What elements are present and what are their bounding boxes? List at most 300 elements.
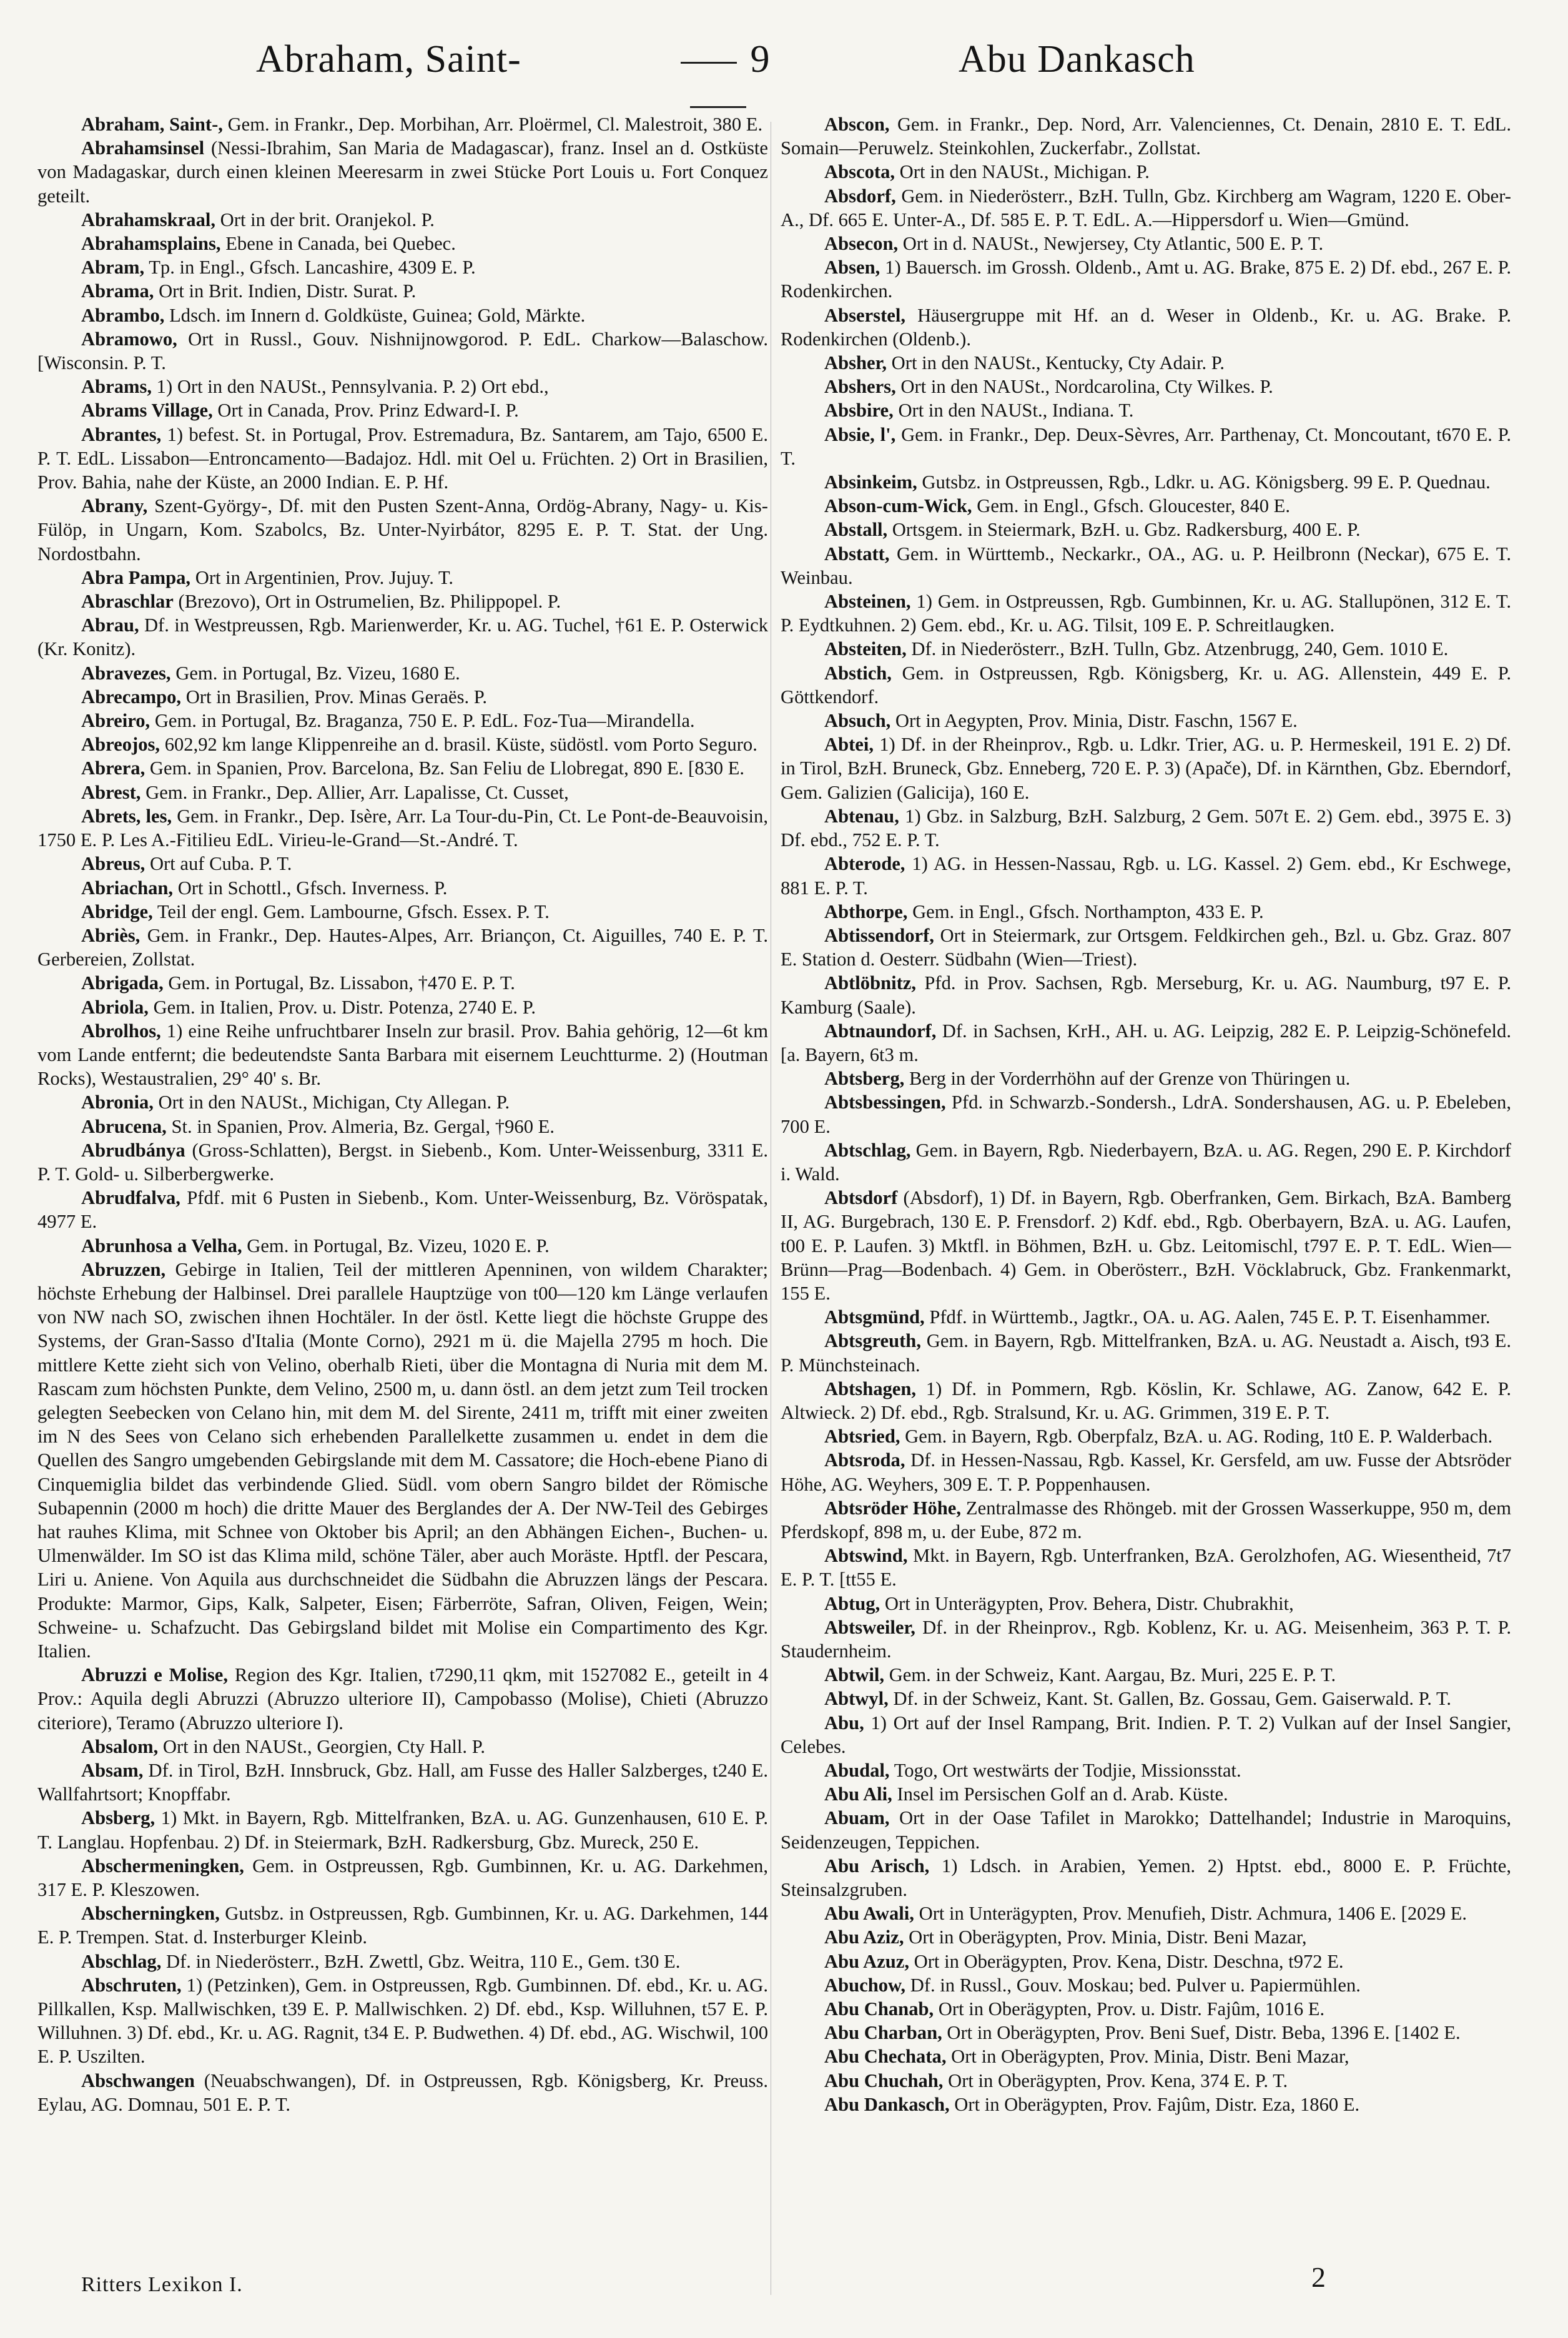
entry-headword: Abudal, — [824, 1760, 890, 1782]
dictionary-entry — [37, 1663, 768, 1735]
entry-text: Insel im Persischen Golf an d. Arab. Küste. — [892, 1783, 1228, 1805]
dictionary-entry — [37, 375, 768, 398]
dictionary-entry — [781, 1186, 1511, 1305]
entry-text: Gem. in Niederösterr., BzH. Tulln, Gbz. Kirchberg am Wagram, 1220 E. Ober-A., Df. 665 E. Unter-A., Df. 585 E. P. T. EdL. A.—Hippersdorf u. Wien—Gmünd. — [781, 185, 1511, 230]
entry-text: Gem. in Spanien, Prov. Barcelona, Bz. San Feliu de Llobregat, 890 E. [830 E. — [145, 757, 745, 779]
entry-text: 1) eine Reihe unfruchtbarer Inseln zur brasil. Prov. Bahia gehörig, 12—6t km vom Lande entfernt; die bedeutendste Santa Barbara mit eisernem Leuchtturme. 2) (Houtman Rocks), Westaustralien, 29° 40' s. Br. — [37, 1020, 768, 1090]
left-column — [37, 112, 768, 2311]
dictionary-entry — [781, 709, 1511, 732]
dictionary-entry — [37, 732, 768, 756]
dictionary-entry — [37, 900, 768, 924]
dictionary-entry — [37, 876, 768, 900]
entry-text: Ort in d. NAUSt., Newjersey, Cty Atlantic, 500 E. P. T. — [898, 233, 1324, 255]
entry-text: Gem. in Portugal, Bz. Braganza, 750 E. P. EdL. Foz-Tua—Mirandella. — [150, 710, 695, 732]
entry-headword: Abserstel, — [824, 304, 905, 326]
entry-text: Gem. in der Schweiz, Kant. Aargau, Bz. Muri, 225 E. P. T. — [884, 1664, 1336, 1686]
entry-headword: Abtswind, — [824, 1545, 908, 1567]
entry-text: Gem. in Ostpreussen, Rgb. Gumbinnen, Kr. u. AG. Darkehmen, 317 E. P. Kleszowen. — [37, 1855, 768, 1901]
entry-headword: Abronia, — [81, 1092, 154, 1113]
dictionary-entry — [37, 494, 768, 566]
footer-sheet-number: 2 — [1311, 2261, 1326, 2293]
entry-text: Ort in den NAUSt., Michigan. P. — [895, 161, 1150, 183]
dictionary-entry — [781, 2093, 1511, 2116]
dictionary-entry — [781, 1067, 1511, 1090]
dictionary-entry — [37, 136, 768, 208]
entry-headword: Abtwil, — [824, 1664, 885, 1686]
dictionary-entry — [37, 613, 768, 661]
dictionary-entry — [781, 900, 1511, 924]
entry-headword: Abrest, — [81, 781, 141, 803]
entry-text: Gutsbz. in Ostpreussen, Rgb., Ldkr. u. AG. Königsberg. 99 E. P. Quednau. — [917, 471, 1491, 493]
running-head-right: Abu Dankasch — [959, 38, 1195, 81]
entry-headword: Abscota, — [824, 161, 895, 183]
entry-text: Togo, Ort westwärts der Todjie, Missionsstat. — [889, 1760, 1241, 1782]
dictionary-entry — [781, 1329, 1511, 1376]
running-head-left: Abraham, Saint- — [256, 38, 521, 81]
entry-text: Teil der engl. Gem. Lambourne, Gfsch. Essex. P. T. — [152, 900, 550, 922]
entry-headword: Absteiten, — [824, 638, 907, 660]
entry-headword: Abtsröder Höhe, — [824, 1497, 961, 1519]
dictionary-entry — [37, 1138, 768, 1186]
entry-headword: Abu Arisch, — [824, 1855, 930, 1877]
entry-text: Df. in Sachsen, KrH., AH. u. AG. Leipzig, 282 E. P. Leipzig-Schönefeld. [a. Bayern, 6t3 m. — [781, 1020, 1511, 1065]
entry-text: Gem. in Bayern, Rgb. Niederbayern, BzA. u. AG. Regen, 290 E. P. Kirchdorf i. Wald. — [781, 1139, 1511, 1185]
entry-text: Ort in Oberägypten, Prov. Kena, Distr. Deschna, t972 E. — [909, 1950, 1344, 1972]
entry-text: Ort in Oberägypten, Prov. Minia, Distr. Beni Mazar, — [946, 2046, 1349, 2068]
entry-headword: Abrigada, — [81, 972, 164, 994]
entry-text: Ort in der brit. Oranjekol. P. — [215, 209, 435, 230]
dictionary-entry — [781, 804, 1511, 852]
entry-headword: Abram, — [81, 257, 145, 279]
entry-headword: Abrams Village, — [81, 400, 213, 422]
dictionary-entry — [37, 112, 768, 136]
entry-headword: Abscon, — [824, 114, 890, 135]
entry-text: Szent-György-, Df. mit den Pusten Szent-Anna, Ordög-Abrany, Nagy- u. Kis-Fülöp, in Ungarn, Kom. Szabolcs, Bz. Unter-Nyirbátor, 8295 E. P. T. Stat. der Ung. Nordostbahn. — [37, 495, 768, 565]
entry-headword: Abu Aziz, — [824, 1926, 904, 1948]
entry-text: (Absdorf), 1) Df. in Bayern, Rgb. Oberfranken, Gem. Birkach, BzA. Bamberg II, AG. Burgebrach, 130 E. P. Frensdorf. 2) Kdf. ebd., Rgb. Oberbayern, BzA. u. AG. Laufen, t00 E. P. Laufen. 3) Mktfl. in Böhmen, BzH. u. Gbz. Leitomischl, t797 E. P. T. EdL. Wien—Brünn—Prag—Bodenbach. 4) Gem. in Oberösterr., BzH. Vöcklabruck, Gbz. Frankenmarkt, 155 E. — [781, 1187, 1511, 1304]
entry-text: Berg in der Vorderrhöhn auf der Grenze von Thüringen u. — [904, 1068, 1351, 1090]
entry-text: Pfdf. in Württemb., Jagtkr., OA. u. AG. Aalen, 745 E. P. T. Eisenhammer. — [924, 1306, 1491, 1328]
dictionary-entry — [781, 924, 1511, 971]
entry-text: (Gross-Schlatten), Bergst. in Siebenb., Kom. Unter-Weissenburg, 3311 E. P. T. Gold- u. Silberbergwerke. — [37, 1139, 768, 1185]
entry-text: Ort in den NAUSt., Kentucky, Cty Adair. P. — [887, 352, 1225, 374]
dictionary-entry — [781, 1973, 1511, 1997]
entry-text: 1) befest. St. in Portugal, Prov. Estremadura, Bz. Santarem, am Tajo, 6500 E. P. T. EdL. Lissabon—Entroncamento—Badajoz. Hdl. mit Oel u. Früchten. 2) Ort in Brasilien, Prov. Bahia, nahe der Küste, an 2000 Indian. E. P. Hf. — [37, 423, 768, 493]
entry-text: Ebene in Canada, bei Quebec. — [220, 233, 456, 255]
dictionary-entry — [37, 1090, 768, 1114]
entry-headword: Absuch, — [824, 710, 891, 732]
entry-text: 1) AG. in Hessen-Nassau, Rgb. u. LG. Kassel. 2) Gem. ebd., Kr Eschwege, 881 E. P. T. — [781, 853, 1511, 899]
entry-headword: Abstall, — [824, 519, 888, 541]
entry-text: Ort in Aegypten, Prov. Minia, Distr. Faschn, 1567 E. — [890, 710, 1298, 732]
entry-headword: Abtsgreuth, — [824, 1330, 921, 1352]
entry-headword: Abtsdorf — [824, 1187, 898, 1209]
dictionary-entry — [37, 1758, 768, 1806]
entry-headword: Abrolhos, — [81, 1020, 161, 1042]
dictionary-entry — [781, 423, 1511, 470]
entry-text: Gem. in Engl., Gfsch. Northampton, 433 E. P. — [907, 900, 1264, 922]
entry-text: Ort in Oberägypten, Prov. Beni Suef, Distr. Beba, 1396 E. [1402 E. — [942, 2022, 1461, 2044]
entry-headword: Abscherningken, — [81, 1903, 220, 1925]
entry-headword: Abu Awali, — [824, 1903, 914, 1925]
entry-headword: Absalom, — [81, 1735, 159, 1757]
entry-headword: Absam, — [81, 1760, 144, 1782]
dictionary-entry — [781, 1448, 1511, 1496]
entry-text: Gem. in Frankr., Dep. Nord, Arr. Valenciennes, Ct. Denain, 2810 E. T. EdL. Somain—Peruwelz. Steinkohlen, Zuckerfabr., Zollstat. — [781, 114, 1511, 159]
entry-headword: Abraham, Saint-, — [81, 114, 223, 135]
entry-text: 1) (Petzinken), Gem. in Ostpreussen, Rgb. Gumbinnen. Df. ebd., Kr. u. AG. Pillkallen, Ksp. Mallwischken, t39 E. P. Mallwischken. 2) Df. ebd., Ksp. Willuhnen, t57 E. P. Willuhnen. 3) Df. ebd., Kr. u. AG. Ragnit, t34 E. P. Budwethen. 4) Df. ebd., AG. Wischwil, 100 E. P. Uszilten. — [37, 1974, 768, 2068]
entry-headword: Abrucena, — [81, 1115, 167, 1137]
dictionary-entry — [781, 398, 1511, 422]
dictionary-entry — [37, 1806, 768, 1853]
dictionary-entry — [781, 1424, 1511, 1448]
dictionary-entry — [781, 518, 1511, 541]
dictionary-entry — [781, 1544, 1511, 1591]
dictionary-entry — [37, 423, 768, 495]
dictionary-entry — [781, 1663, 1511, 1687]
dictionary-entry — [781, 375, 1511, 398]
entry-text: Ort in Oberägypten, Prov. Minia, Distr. Beni Mazar, — [904, 1926, 1307, 1948]
dictionary-entry — [781, 160, 1511, 184]
dictionary-entry — [781, 1592, 1511, 1615]
entry-headword: Abschruten, — [81, 1974, 182, 1996]
dictionary-entry — [781, 255, 1511, 303]
entry-headword: Abrahamskraal, — [81, 209, 216, 230]
dictionary-entry — [781, 1687, 1511, 1710]
entry-text: Ort in Argentinien, Prov. Jujuy. T. — [190, 566, 454, 588]
entry-text: Ortsgem. in Steiermark, BzH. u. Gbz. Radkersburg, 400 E. P. — [887, 519, 1361, 541]
entry-headword: Abreiro, — [81, 710, 150, 732]
dictionary-entry — [781, 2069, 1511, 2093]
entry-text: Gem. in Engl., Gfsch. Gloucester, 840 E. — [972, 495, 1290, 517]
entry-headword: Abrantes, — [81, 423, 162, 445]
entry-headword: Abthorpe, — [824, 900, 908, 922]
dictionary-entry — [37, 971, 768, 995]
entry-headword: Abtsberg, — [824, 1068, 905, 1090]
dictionary-entry — [781, 1615, 1511, 1663]
entry-headword: Abuchow, — [824, 1974, 906, 1996]
entry-headword: Abstatt, — [824, 543, 890, 565]
dictionary-entry — [781, 971, 1511, 1019]
entry-headword: Abson-cum-Wick, — [824, 495, 972, 517]
dictionary-entry — [37, 756, 768, 780]
dictionary-entry — [37, 1735, 768, 1758]
entry-text: Gem. in Frankr., Dep. Deux-Sèvres, Arr. Parthenay, Ct. Moncoutant, t670 E. P. T. — [781, 423, 1511, 469]
entry-text: Mkt. in Bayern, Rgb. Unterfranken, BzA. Gerolzhofen, AG. Wiesentheid, 7t7 E. P. T. [tt55 E. — [781, 1545, 1511, 1591]
entry-headword: Abra Pampa, — [81, 566, 191, 588]
entry-text: 1) Gem. in Ostpreussen, Rgb. Gumbinnen, Kr. u. AG. Stallupönen, 312 E. T. P. Eydtkuhnen. 2) Gem. ebd., Kr. u. AG. Tilsit, 109 E. P. Schreitlaugken. — [781, 591, 1511, 636]
entry-text: 1) Df. in der Rheinprov., Rgb. u. Ldkr. Trier, AG. u. P. Hermeskeil, 191 E. 2) Df. in Tirol, BzH. Bruneck, Gbz. Enneberg, 720 E. P. 3) (Apače), Df. in Kärnthen, Gbz. Eberndorf, Gem. Galizien (Galicija), 160 E. — [781, 734, 1511, 803]
entry-headword: Absteinen, — [824, 591, 911, 613]
header-rule-right — [690, 106, 746, 108]
entry-text: Df. in der Schweiz, Kant. St. Gallen, Bz. Gossau, Gem. Gaiserwald. P. T. — [888, 1688, 1452, 1710]
dictionary-entry — [37, 661, 768, 685]
dictionary-entry — [781, 1496, 1511, 1544]
entry-headword: Abrau, — [81, 614, 139, 636]
dictionary-entry — [781, 1305, 1511, 1329]
entry-text: Df. in Niederösterr., BzH. Tulln, Gbz. Atzenbrugg, 240, Gem. 1010 E. — [906, 638, 1449, 660]
entry-headword: Abu Chechata, — [824, 2046, 947, 2068]
entry-headword: Absinkeim, — [824, 471, 917, 493]
dictionary-entry — [781, 1925, 1511, 1949]
dictionary-entry — [781, 1997, 1511, 2021]
entry-headword: Abrambo, — [81, 304, 165, 326]
entry-headword: Abtsried, — [824, 1426, 900, 1448]
dictionary-entry — [781, 1138, 1511, 1186]
entry-headword: Abreus, — [81, 853, 145, 875]
entry-headword: Absie, l', — [824, 423, 896, 445]
dictionary-entry — [37, 566, 768, 589]
dictionary-entry — [781, 470, 1511, 494]
entry-text: Df. in Tirol, BzH. Innsbruck, Gbz. Hall, am Fusse des Haller Salzberges, t240 E. Wallfahrtsort; Knopffabr. — [37, 1760, 768, 1805]
dictionary-entry — [37, 852, 768, 876]
entry-text: Pfd. in Prov. Sachsen, Rgb. Merseburg, Kr. u. AG. Naumburg, t97 E. P. Kamburg (Saale). — [781, 972, 1511, 1018]
page-header — [0, 25, 1568, 94]
dictionary-entry — [37, 303, 768, 327]
entry-headword: Abrunhosa a Velha, — [81, 1235, 242, 1256]
entry-headword: Abshers, — [824, 376, 896, 398]
entry-text: Gem. in Portugal, Bz. Vizeu, 1680 E. — [170, 662, 460, 684]
dictionary-entry — [37, 804, 768, 852]
dictionary-entry — [781, 1806, 1511, 1853]
entry-text: Gebirge in Italien, Teil der mittleren Apenninen, von wildem Charakter; höchste Erhebung der Halbinsel. Drei parallele Hauptzüge von t00—120 km Länge verlaufen von NW nach SO, zwischen ihnen Hochtäler. In der östl. Kette liegt die höchste Gruppe des Systems, der Gran-Sasso d'Italia (Monte Corno), 2921 m ü. die Majella 2795 m hoch. Die mittlere Kette zieht sich von Velino, oberhalb Rieti, über die Montagna di Nuria mit dem M. Rascam zum höchsten Punkte, dem Velino, 2500 m, u. dann östl. an dem jetzt zum Teil trocken gelegten Seebecken von Celano hin, mit dem M. del Sirente, 2411 m, trifft mit einer zweiten im N des Sees von Celano sich erhebenden Parallelkette zusammen u. endet in dem die Quellen des Sangro umgebenden Gebirgslande mit dem M. Cassatore; die Hoch-ebene Piano di Cinquemiglia bildet das verbindende Glied. Südl. vom obern Sangro bildet der Römische Subapennin (2000 m hoch) die dritte Mauer des Berglandes der A. Der NW-Teil des Gebirges hat rauhes Klima, mit Schnee von Oktober bis April; an den Abhängen Eichen-, Buchen- u. Ulmenwälder. Im SO ist das Klima mild, schöne Täler, aber auch Moräste. Hptfl. der Pescara, Liri u. Aniene. Von Aquila aus durchschneidet die Südbahn die Abruzzen längs der Pescara. Produkte: Marmor, Gips, Kalk, Salpeter, Eisen; Färberröte, Safran, Oliven, Feigen, Wein; Schweine- u. Schafzucht. Das Gebirgsland bildet mit Molise ein Compartimento des Kgr. Italien. — [37, 1258, 768, 1662]
entry-headword: Abtschlag, — [824, 1139, 911, 1161]
dictionary-entry — [781, 303, 1511, 351]
entry-headword: Abtsroda, — [824, 1449, 905, 1471]
dictionary-entry — [37, 1019, 768, 1091]
entry-headword: Abtshagen, — [824, 1378, 917, 1399]
dictionary-entry — [37, 255, 768, 279]
entry-headword: Abtsweiler, — [824, 1616, 915, 1638]
dictionary-entry — [781, 1711, 1511, 1758]
entry-text: Ort in Oberägypten, Prov. Kena, 374 E. P. T. — [943, 2069, 1288, 2091]
dictionary-entry — [781, 1782, 1511, 1806]
dictionary-entry — [781, 1854, 1511, 1901]
dictionary-entry — [37, 781, 768, 804]
dictionary-entry — [37, 685, 768, 709]
entry-headword: Abtug, — [824, 1592, 880, 1614]
entry-text: Ort in Steiermark, zur Ortsgem. Feldkirchen geh., Bzl. u. Gbz. Graz. 807 E. Station d. Oesterr. Südbahn (Wien—Triest). — [781, 924, 1511, 970]
dictionary-entry — [37, 208, 768, 232]
entry-text: 1) Gbz. in Salzburg, BzH. Salzburg, 2 Gem. 507t E. 2) Gem. ebd., 3975 E. 3) Df. ebd., 752 E. P. T. — [781, 805, 1511, 851]
header-rule-left — [681, 62, 737, 64]
dictionary-entry — [781, 1758, 1511, 1782]
footer-signature: Ritters Lexikon I. — [81, 2273, 243, 2296]
entry-headword: Abrudbánya — [81, 1139, 185, 1161]
entry-text: Df. in der Rheinprov., Rgb. Koblenz, Kr. u. AG. Meisenheim, 363 P. T. P. Staudernheim. — [781, 1616, 1511, 1662]
entry-headword: Abrahamsinsel — [81, 137, 205, 159]
entry-headword: Abriola, — [81, 996, 149, 1018]
entry-text: Gem. in Frankr., Dep. Allier, Arr. Lapalisse, Ct. Cusset, — [141, 781, 569, 803]
entry-text: Gem. in Bayern, Rgb. Oberpfalz, BzA. u. AG. Roding, 1t0 E. P. Walderbach. — [900, 1426, 1493, 1448]
entry-headword: Abtsgmünd, — [824, 1306, 925, 1328]
entry-headword: Abravezes, — [81, 662, 171, 684]
dictionary-entry — [37, 709, 768, 732]
dictionary-entry — [781, 2045, 1511, 2068]
dictionary-entry — [37, 1950, 768, 1973]
entry-text: Pfd. in Schwarzb.-Sondersh., LdrA. Sondershausen, AG. u. P. Ebeleben, 700 E. — [781, 1092, 1511, 1137]
entry-text: Tp. in Engl., Gfsch. Lancashire, 4309 E. P. — [144, 257, 476, 279]
dictionary-entry — [781, 1377, 1511, 1424]
entry-text: 1) Mkt. in Bayern, Rgb. Mittelfranken, BzA. u. AG. Gunzenhausen, 610 E. P. T. Langlau. Hopfenbau. 2) Df. in Steiermark, BzH. Radkersburg, Gbz. Mureck, 250 E. — [37, 1807, 768, 1853]
dictionary-entry — [37, 398, 768, 422]
entry-text: Gutsbz. in Ostpreussen, Rgb. Gumbinnen, Kr. u. AG. Darkehmen, 144 E. P. Trempen. Stat. d. Insterburger Kleinb. — [37, 1903, 768, 1948]
dictionary-entry — [37, 1186, 768, 1233]
dictionary-entry — [37, 1901, 768, 1949]
entry-headword: Abramowo, — [81, 328, 177, 350]
entry-text: 1) Bauersch. im Grossh. Oldenb., Amt u. AG. Brake, 875 E. 2) Df. ebd., 267 E. P. Rodenkirchen. — [781, 257, 1511, 302]
dictionary-entry — [37, 1115, 768, 1138]
right-column — [781, 112, 1511, 2311]
entry-headword: Abrera, — [81, 757, 145, 779]
entry-text: Ort in Schottl., Gfsch. Inverness. P. — [173, 877, 448, 899]
entry-headword: Abu Azuz, — [824, 1950, 909, 1972]
entry-text: Region des Kgr. Italien, t7290,11 qkm, mit 1527082 E., geteilt in 4 Prov.: Aquila degli Abruzzi (Abruzzo ulteriore II), Campobasso (Molise), Chieti (Abruzzo citeriore), Teramo (Abruzzo ulteriore I). — [37, 1664, 768, 1734]
entry-headword: Abrany, — [81, 495, 148, 517]
entry-text: Ort in Oberägypten, Prov. Fajûm, Distr. Eza, 1860 E. — [949, 2093, 1360, 2115]
dictionary-entry — [37, 1258, 768, 1663]
dictionary-entry — [781, 1901, 1511, 1925]
dictionary-entry — [37, 1234, 768, 1258]
entry-headword: Absdorf, — [824, 185, 896, 207]
entry-text: Df. in Niederösterr., BzH. Zwettl, Gbz. Weitra, 110 E., Gem. t30 E. — [161, 1950, 681, 1972]
entry-headword: Abuam, — [824, 1807, 890, 1829]
entry-text: Ort in Oberägypten, Prov. u. Distr. Fajûm, 1016 E. — [934, 1998, 1325, 2020]
dictionary-entry — [37, 279, 768, 303]
entry-headword: Absen, — [824, 257, 880, 279]
entry-text: Gem. in Frankr., Dep. Hautes-Alpes, Arr. Briançon, Ct. Aiguilles, 740 E. P. T. Gerbereien, Zollstat. — [37, 924, 768, 970]
entry-headword: Abu Ali, — [824, 1783, 892, 1805]
entry-text: Df. in Russl., Gouv. Moskau; bed. Pulver u. Papiermühlen. — [905, 1974, 1361, 1996]
entry-headword: Abschermeningken, — [81, 1855, 244, 1877]
entry-headword: Abrudfalva, — [81, 1187, 180, 1209]
dictionary-entry — [37, 1854, 768, 1901]
entry-text: Ort in den NAUSt., Michigan, Cty Allegan. P. — [153, 1092, 510, 1113]
entry-text: Ort auf Cuba. P. T. — [145, 853, 292, 875]
dictionary-entry — [781, 1090, 1511, 1138]
dictionary-entry — [37, 327, 768, 375]
entry-headword: Abrama, — [81, 280, 154, 302]
entry-text: 602,92 km lange Klippenreihe an d. brasil. Küste, südöstl. vom Porto Seguro. — [160, 734, 757, 756]
dictionary-entry — [37, 589, 768, 613]
dictionary-entry — [781, 542, 1511, 589]
dictionary-entry — [781, 637, 1511, 661]
entry-text: Ort in der Oase Tafilet in Marokko; Dattelhandel; Industrie in Maroquins, Seidenzeugen, Teppichen. — [781, 1807, 1511, 1853]
entry-text: St. in Spanien, Prov. Almeria, Bz. Gergal, †960 E. — [166, 1115, 555, 1137]
entry-headword: Abtwyl, — [824, 1688, 889, 1710]
entry-headword: Abrets, les, — [81, 805, 172, 827]
entry-text: 1) Df. in Pommern, Rgb. Köslin, Kr. Schlawe, AG. Zanow, 642 E. P. Altwieck. 2) Df. ebd., Rgb. Stralsund, Kr. u. AG. Grimmen, 319 E. P. T. — [781, 1378, 1511, 1423]
dictionary-entry — [37, 995, 768, 1019]
entry-text: Df. in Hessen-Nassau, Rgb. Kassel, Kr. Gersfeld, am uw. Fusse der Abtsröder Höhe, AG. Weyhers, 309 E. T. P. Poppenhausen. — [781, 1449, 1511, 1495]
entry-text: Ort in den NAUSt., Georgien, Cty Hall. P. — [158, 1735, 486, 1757]
dictionary-entry — [781, 589, 1511, 637]
entry-headword: Abrams, — [81, 376, 152, 398]
entry-text: Ort in Unterägypten, Prov. Menufieh, Distr. Achmura, 1406 E. [2029 E. — [914, 1903, 1467, 1925]
entry-headword: Abschwangen — [81, 2069, 195, 2091]
dictionary-entry — [781, 112, 1511, 160]
dictionary-entry — [781, 1950, 1511, 1973]
dictionary-entry — [781, 494, 1511, 518]
entry-headword: Abterode, — [824, 853, 905, 875]
dictionary-entry — [781, 232, 1511, 255]
entry-text: Ort in Brit. Indien, Distr. Surat. P. — [154, 280, 417, 302]
entry-text: Pfdf. mit 6 Pusten in Siebenb., Kom. Unter-Weissenburg, Bz. Vöröspatak, 4977 E. — [37, 1187, 768, 1233]
dictionary-entry — [37, 2069, 768, 2116]
entry-headword: Abu Charban, — [824, 2022, 942, 2044]
dictionary-entry — [781, 732, 1511, 804]
entry-headword: Abu, — [824, 1712, 864, 1734]
dictionary-entry — [37, 924, 768, 971]
entry-headword: Abridge, — [81, 900, 153, 922]
entry-text: Df. in Westpreussen, Rgb. Marienwerder, Kr. u. AG. Tuchel, †61 E. P. Osterwick (Kr. Konitz). — [37, 614, 768, 660]
entry-headword: Abu Chanab, — [824, 1998, 934, 2020]
dictionary-entry — [781, 661, 1511, 709]
entry-text: 1) Ort in den NAUSt., Pennsylvania. P. 2) Ort ebd., — [152, 376, 549, 398]
entry-text: (Neuabschwangen), Df. in Ostpreussen, Rgb. Königsberg, Kr. Preuss. Eylau, AG. Domnau, 501 E. P. T. — [37, 2069, 768, 2115]
entry-text: Gem. in Württemb., Neckarkr., OA., AG. u. P. Heilbronn (Neckar), 675 E. T. Weinbau. — [781, 543, 1511, 588]
entry-headword: Absher, — [824, 352, 887, 374]
entry-text: (Brezovo), Ort in Ostrumelien, Bz. Philippopel. P. — [173, 591, 561, 613]
entry-headword: Abraschlar — [81, 591, 174, 613]
entry-headword: Abtenau, — [824, 805, 899, 827]
entry-headword: Absecon, — [824, 233, 899, 255]
dictionary-entry — [781, 852, 1511, 899]
entry-headword: Abu Dankasch, — [824, 2093, 950, 2115]
entry-text: Ort in Canada, Prov. Prinz Edward-I. P. — [212, 400, 519, 422]
entry-text: Gem. in Bayern, Rgb. Mittelfranken, BzA. u. AG. Neustadt a. Aisch, t93 E. P. Münchsteinach. — [781, 1330, 1511, 1376]
entry-headword: Absbire, — [824, 400, 894, 422]
dictionary-entry — [781, 2021, 1511, 2045]
entry-headword: Abtnaundorf, — [824, 1020, 937, 1042]
entry-headword: Abruzzen, — [81, 1258, 166, 1280]
entry-text: Ldsch. im Innern d. Goldküste, Guinea; Gold, Märkte. — [164, 304, 586, 326]
entry-text: 1) Ort auf der Insel Rampang, Brit. Indien. P. T. 2) Vulkan auf der Insel Sangier, Celebes. — [781, 1712, 1511, 1757]
dictionary-entry — [37, 232, 768, 255]
entry-text: Ort in den NAUSt., Indiana. T. — [893, 400, 1134, 422]
entry-text: Gem. in Ostpreussen, Rgb. Königsberg, Kr. u. AG. Allenstein, 449 E. P. Göttkendorf. — [781, 662, 1511, 708]
entry-headword: Abtlöbnitz, — [824, 972, 917, 994]
entry-text: Ort in Brasilien, Prov. Minas Geraës. P. — [181, 686, 488, 708]
entry-headword: Abtissendorf, — [824, 924, 934, 946]
entry-text: Gem. in Portugal, Bz. Vizeu, 1020 E. P. — [242, 1235, 550, 1256]
entry-text: (Nessi-Ibrahim, San Maria de Madagascar), franz. Insel an d. Ostküste von Madagaskar, durch einen kleinen Meeresarm in zwei Stücke Port Louis u. Fort Conquez geteilt. — [37, 137, 768, 207]
entry-headword: Abrecampo, — [81, 686, 182, 708]
entry-text: Zentralmasse des Rhöngeb. mit der Grossen Wasserkuppe, 950 m, dem Pferdskopf, 898 m, u. der Eube, 872 m. — [781, 1497, 1511, 1542]
entry-headword: Abtsbessingen, — [824, 1092, 946, 1113]
entry-text: Gem. in Portugal, Bz. Lissabon, †470 E. P. T. — [163, 972, 515, 994]
entry-headword: Abreojos, — [81, 734, 160, 756]
dictionary-entry — [781, 1019, 1511, 1067]
dictionary-entry — [37, 1973, 768, 2069]
entry-text: Gem. in Frankr., Dep. Isère, Arr. La Tour-du-Pin, Ct. Le Pont-de-Beauvoisin, 1750 E. P. Les A.-Fitilieu EdL. Virieu-le-Grand—St.-André. T. — [37, 805, 768, 851]
entry-headword: Abriachan, — [81, 877, 174, 899]
entry-text: Ort in Unterägypten, Prov. Behera, Distr. Chubrakhit, — [880, 1592, 1294, 1614]
entry-text: Gem. in Frankr., Dep. Morbihan, Arr. Ploërmel, Cl. Malestroit, 380 E. — [222, 114, 763, 135]
entry-text: 1) Ldsch. in Arabien, Yemen. 2) Hptst. ebd., 8000 E. P. Früchte, Steinsalzgruben. — [781, 1855, 1511, 1901]
entry-headword: Abtei, — [824, 734, 874, 756]
entry-headword: Abstich, — [824, 662, 892, 684]
entry-headword: Abrahamsplains, — [81, 233, 221, 255]
dictionary-entry — [781, 184, 1511, 232]
page-number: 9 — [750, 38, 770, 81]
entry-headword: Abschlag, — [81, 1950, 162, 1972]
entry-text: Häusergruppe mit Hf. an d. Weser in Oldenb., Kr. u. AG. Brake. P. Rodenkirchen (Oldenb.). — [781, 304, 1511, 350]
entry-text: Gem. in Italien, Prov. u. Distr. Potenza, 2740 E. P. — [148, 996, 536, 1018]
entry-headword: Absberg, — [81, 1807, 155, 1829]
dictionary-entry — [781, 351, 1511, 375]
entry-headword: Abu Chuchah, — [824, 2069, 944, 2091]
